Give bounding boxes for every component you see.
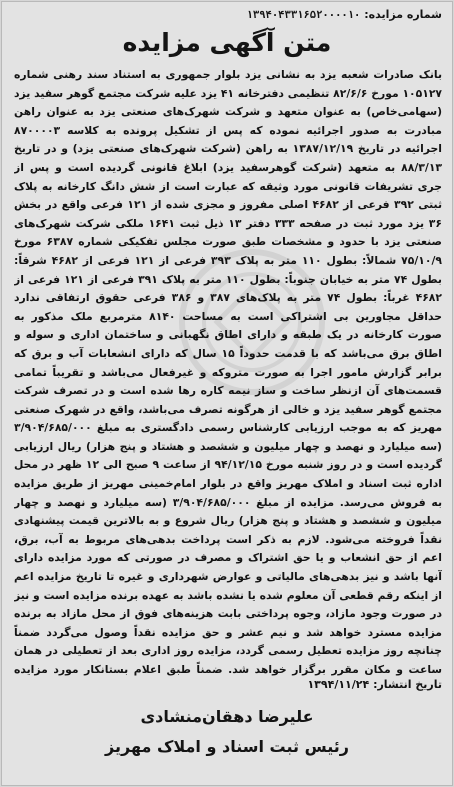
notice-body: بانک صادرات شعبه یزد به نشانی یزد بلوار جمهوری به استناد سند رهنی شماره ۱۰۵۱۲۷ مورخ ۸۲/۶/۶ تنظیمی دفترخانه ۴۱ یزد علیه شرکت مجتمع گوهر سفید یزد (سهامی‌خاص) به عنوان متعهد و شرکت شهرک‌های صنعتی یزد به عنوان راهن مبادرت به صدور اجرائیه نموده که پس از تشکیل پرونده به کلاسه ۸۷۰۰۰۰۳ اجرائیه در تاریخ ۱۳۸۷/۱۲/۱۹ به راهن (شرکت شهرک‌های صنعتی یزد) و در تاریخ ۸۸/۳/۱۳ به متعهد (شرکت گوهرسفید یزد) ابلاغ قانونی گردیده است و پس از جری تشریفات قانونی مورد وثیقه که عبارت است از شش دانگ کارخانه به پلاک ثبتی ۳۹۲ فرعی از ۴۶۸۲ اصلی مفروز و مجزی شده از ۱۲۱ فرعی واقع در بخش ۳۶ یزد مورد ثبت در صفحه ۳۳۳ دفتر ۱۳ ذیل ثبت ۱۶۴۱ ملکی شرکت شهرک‌های صنعتی یزد با حدود و مشخصات طبق صورت مجلس تفکیکی شماره ۶۳۸۷ مورخ ۷۵/۱۰/۹ شمالاً: بطول ۱۱۰ متر به پلاک ۳۹۳ فرعی از ۱۲۱ فرعی از ۴۶۸۲ شرقاً: بطول ۷۴ متر به خیابان جنوباً: بطول ۱۱۰ متر به پلاک ۳۹۱ فرعی از ۱۲۱ فرعی از ۴۶۸۲ غرباً: بطول ۷۴ متر به پلاک‌های ۳۸۷ و ۳۸۶ فرعی حقوق ارتفاقی ندارد حداقل مجاورین بی اشتراکی است به مساحت ۸۱۴۰ مترمربع ملک مذکور به صورت کارخانه در یک طبقه و دارای اطاق نگهبانی و ساختمان اداری و سوله و اطاق برق می‌باشد که با قدمت حدوداً ۱۵ سال که دارای انشعابات آب و برق که برابر گزارش مامور اجرا به صورت متروکه و غیرفعال می‌باشد و تقریباً تمامی قسمت‌های آن ازنظر ساخت و ساز نیمه کاره رها شده است و در تصرف شرکت مجتمع گوهر سفید یزد و خالی از هرگونه تصرف می‌باشد، واقع در شهرک صنعتی مهریز که به موجب ارزیابی کارشناس رسمی دادگستری به مبلغ ۳/۹۰۴/۶۸۵/۰۰۰ (سه میلیارد و نهصد و چهار میلیون و ششصد و هشتاد و پنج هزار) ریال ارزیابی گردیده است و در روز شنبه مورخ ۹۴/۱۲/۱۵ از ساعت ۹ صبح الی ۱۲ ظهر در محل اداره ثبت اسناد و املاک مهریز واقع در بلوار امام‌خمینی مهریز از طریق مزایده به فروش می‌رسد. مزایده از مبلغ ۳/۹۰۴/۶۸۵/۰۰۰ (سه میلیارد و نهصد و چهار میلیون و ششصد و هشتاد و پنج هزار) ریال شروع و به بالاترین قیمت پیشنهادی نقداً فروخته می‌شود. لازم به ذکر است پرداخت بدهی‌های مربوط به آب، برق، اعم از حق انشعاب و یا حق اشتراک و مصرف در صورتی که مورد مزایده دارای آنها باشد و نیز بدهی‌های مالیاتی و عوارض شهرداری و غیره تا تاریخ مزایده اعم از اینکه رقم قطعی آن معلوم شده یا نشده باشد به عهده برنده مزایده است و نیز در صورت وجود مازاد، وجوه پرداختی بابت هزینه‌های فوق از محل مازاد به برنده مزایده مسترد خواهد شد و نیم عشر و حق مزایده نقداً وصول می‌گردد ضمناً چنانچه روز مزایده تعطیل رسمی گردد، مزایده روز اداری بعد از تعطیلی در همان ساعت و مکان مقرر برگزار خواهد شد. ضمناً طبق اعلام بستانکار مورد مزایده (14, 68, 442, 676)
signature-block (2, 702, 452, 762)
signer-title: رئیس ثبت اسناد و املاک مهریز (105, 737, 349, 756)
publish-date-value: ۱۳۹۴/۱۱/۲۴ (307, 678, 370, 691)
signer-name: علیرضا دهقان‌منشادی (140, 707, 314, 726)
publish-date (307, 678, 442, 691)
auction-number (247, 8, 442, 21)
publish-date-label: تاریخ انتشار: (373, 678, 442, 691)
auction-number-label: شماره مزایده: (364, 8, 442, 21)
auction-number-value: ۱۳۹۴۰۴۳۳۱۶۵۲۰۰۰۰۱۰ (246, 9, 361, 21)
notice-title: متن آگهی مزایده (122, 28, 332, 57)
auction-notice-page (1, 1, 453, 786)
